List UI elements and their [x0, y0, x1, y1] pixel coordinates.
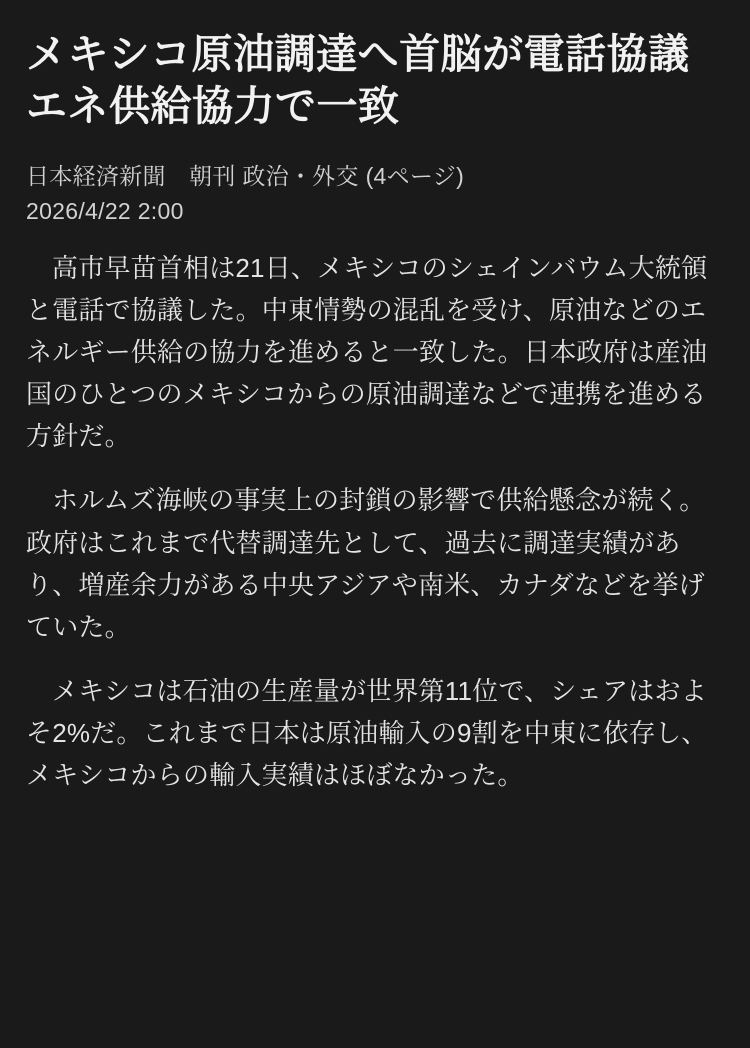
- article-paragraph: 高市早苗首相は21日、メキシコのシェインバウム大統領と電話で協議した。中東情勢の混乱を受け、原油などのエネルギー供給の協力を進めると一致した。日本政府は産油国のひとつのメキシコからの原油調達などで連携を進める方針だ。: [26, 252, 708, 452]
- article-source: 日本経済新聞 朝刊 政治・外交 (4ページ): [26, 162, 465, 189]
- article-meta: [26, 159, 724, 229]
- article-timestamp: 2026/4/22 2:00: [26, 197, 184, 224]
- article-paragraph: メキシコは石油の生産量が世界第11位で、シェアはおよそ2%だ。これまで日本は原油輸入の9割を中東に依存し、メキシコからの輸入実績はほぼなかった。: [26, 675, 708, 791]
- page-title: メキシコ原油調達へ首脳が電話協議 エネ供給協力で一致: [26, 31, 732, 130]
- article-paragraph: ホルムズ海峡の事実上の封鎖の影響で供給懸念が続く。政府はこれまで代替調達先として、過去に調達実績があり、増産余力がある中央アジアや南米、カナダなどを挙げていた。: [26, 485, 706, 642]
